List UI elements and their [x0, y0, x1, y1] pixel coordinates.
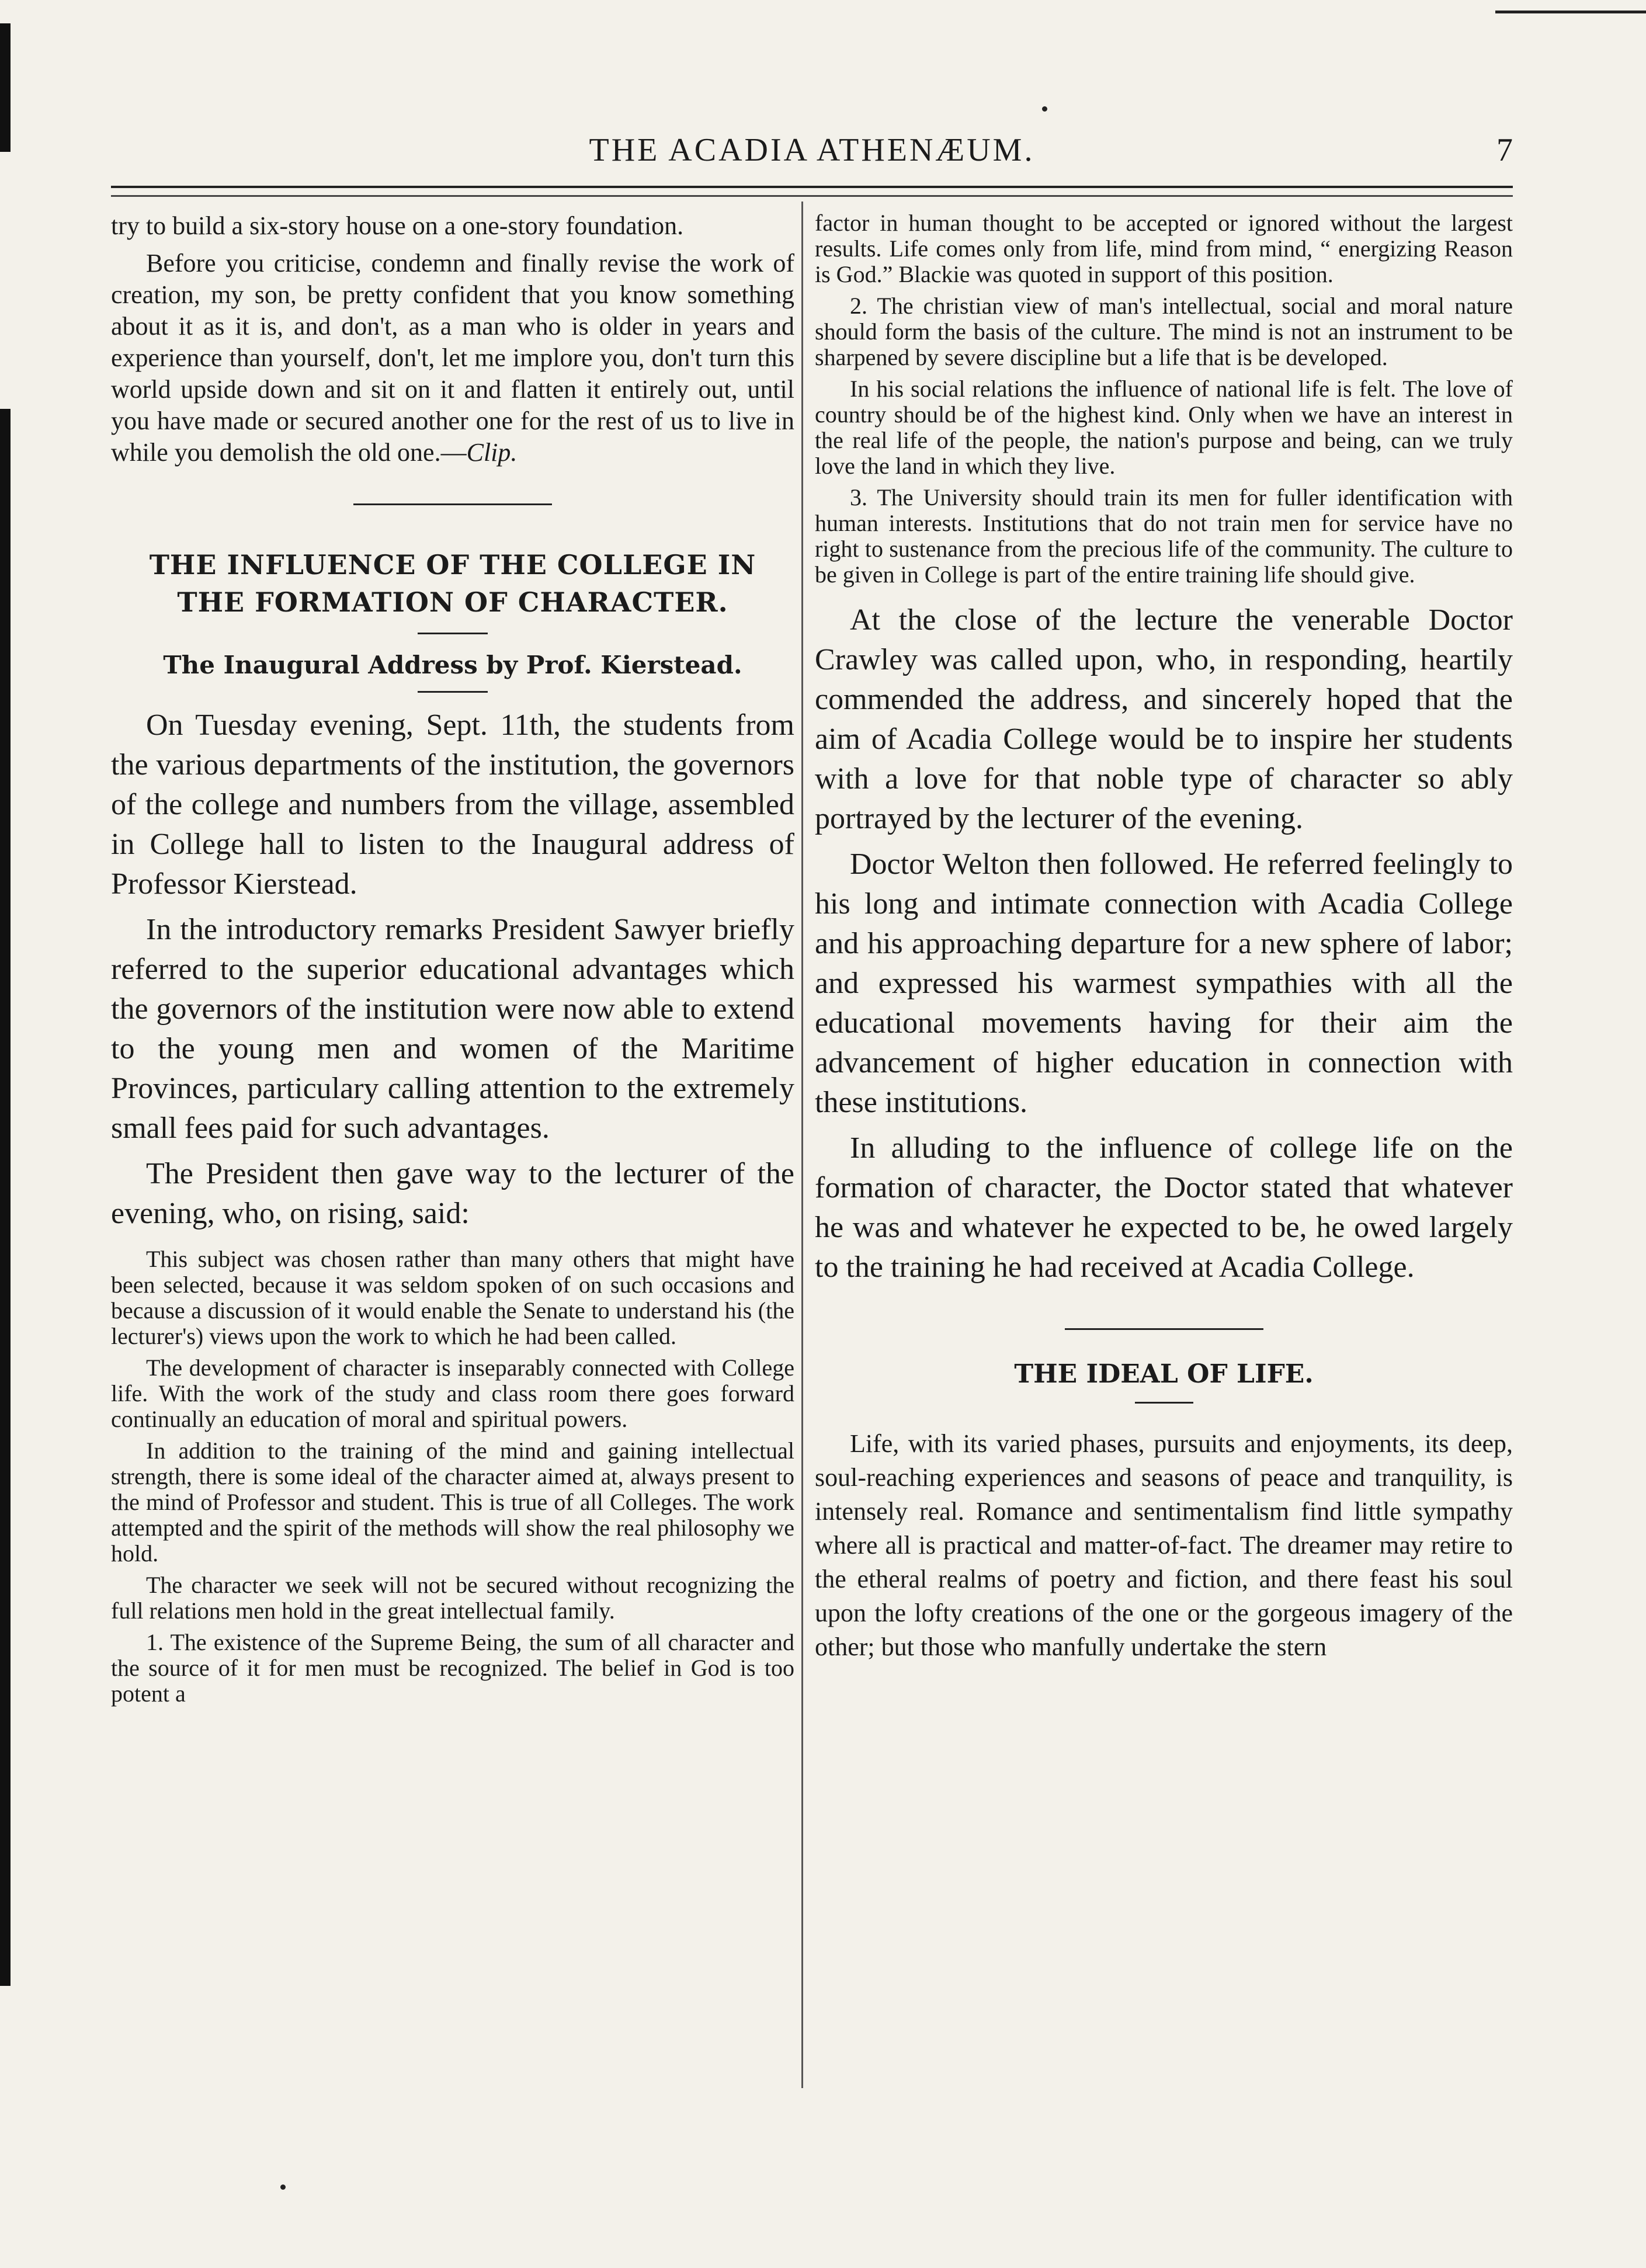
binding-mark [0, 409, 11, 1986]
header-rule [111, 186, 1513, 188]
paragraph: The President then gave way to the lecturer of the evening, who, on rising, said: [111, 1157, 794, 1230]
paragraph-text: Before you criticise, condemn and finally revise the work of creation, my son, be pretty confident that you know something about it as it is, and don't, as a man who is older in years and experience than yourself, don't, let me implore you, don't turn this world upside down and sit on it and flatten it entirely out, until you have made or secured another one for the rest of us to live in while you demolish the old one.— [111, 249, 794, 467]
section-divider [1065, 1328, 1263, 1330]
heading-rule [418, 633, 488, 634]
paragraph: On Tuesday evening, Sept. 11th, the students from the various departments of the institution, the governors of the college and numbers from the village, assembled in College hall to listen to the Inaugural address of Professor Kierstead. [111, 708, 794, 901]
ink-speck [1042, 106, 1047, 112]
clip-signature: Clip. [466, 438, 518, 467]
paragraph: factor in human thought to be accepted or ignored without the largest results. Life comes only from life, mind from mind, “ energizing Reason is God.” Blackie was quoted in support of this position. [815, 210, 1513, 287]
header-rule-secondary [111, 195, 1513, 197]
article-heading: THE INFLUENCE OF THE COLLEGE IN THE FORMATION OF CHARACTER. [149, 549, 756, 618]
corner-rule [1495, 11, 1646, 13]
heading-rule [418, 691, 488, 693]
section-divider [353, 503, 552, 505]
publication-title: THE ACADIA ATHENÆUM. [589, 132, 1035, 168]
paragraph: 1. The existence of the Supreme Being, the sum of all character and the source of it for men must be recognized. The belief in God is too potent a [111, 1629, 794, 1707]
paragraph: 2. The christian view of man's intellectual, social and moral nature should form the basis of the culture. The mind is not an instrument to be sharpened by severe discipline but a life that is be developed. [815, 293, 1513, 370]
paragraph: try to build a six-story house on a one-story foundation. [111, 211, 684, 240]
paragraph [111, 248, 794, 468]
paragraph: The character we seek will not be secured without recognizing the full relations men hold in the great intellectual family. [111, 1572, 794, 1624]
ink-speck [280, 2184, 286, 2190]
page-header [111, 131, 1513, 184]
paragraph: Life, with its varied phases, pursuits and enjoyments, its deep, soul-reaching experiences and seasons of peace and tranquility, is intensely real. Romance and sentimentalism find little sympathy where all is practical and matter-of-fact. The dreamer may retire to the etheral realms of poetry and fiction, and there feast his soul upon the lofty creations of the one or the gorgeous imagery of the other; but those who manfully undertake the stern [815, 1429, 1513, 1661]
page-number: 7 [1496, 132, 1513, 168]
left-column [111, 210, 794, 1707]
paragraph: In addition to the training of the mind and gaining intellectual strength, there is some ideal of the character aimed at, always present to the mind of Professor and student. This is true of all Colleges. The work attempted and the spirit of the methods will show the real philosophy we hold. [111, 1437, 794, 1567]
binding-mark [0, 23, 11, 152]
paragraph: Doctor Welton then followed. He referred feelingly to his long and intimate connection with Acadia College and his approaching departure for a new sphere of labor; and expressed his warmest sympathies with all the educational movements having for their aim the advancement of higher education in connection with these institutions. [815, 848, 1513, 1119]
article-subheading: The Inaugural Address by Prof. Kierstead. [163, 651, 742, 679]
paragraph: The development of character is inseparably connected with College life. With the work of the study and class room there goes forward continually an education of moral and spiritual powers. [111, 1354, 794, 1432]
paragraph: In the introductory remarks President Sawyer briefly referred to the superior educational advantages which the governors of the institution were now able to extend to the young men and women of the Maritime Provinces, particulary calling attention to the extremely small fees paid for such advantages. [111, 913, 794, 1145]
article-heading: THE IDEAL OF LIFE. [1014, 1359, 1314, 1389]
paragraph: 3. The University should train its men for fuller identification with human interests. Institutions that do not train men for service have no right to sustenance from the precious life of the community. The culture to be given in College is part of the entire training life should give. [815, 484, 1513, 588]
column-divider [801, 202, 803, 2088]
paragraph: In his social relations the influence of national life is felt. The love of country should be of the highest kind. Only when we have an interest in the real life of the people, the nation's purpose and being, can we truly love the land in which they live. [815, 376, 1513, 479]
heading-rule [1135, 1402, 1193, 1404]
paragraph: In alluding to the influence of college life on the formation of character, the Doctor stated that whatever he was and whatever he expected to be, he owed largely to the training he had received at Acadia College. [815, 1131, 1513, 1284]
paragraph: This subject was chosen rather than many others that might have been selected, because it was seldom spoken of on such occasions and because a discussion of it would enable the Senate to understand his (the lecturer's) views upon the work to which he had been called. [111, 1246, 794, 1349]
right-column [815, 210, 1513, 1664]
paragraph: At the close of the lecture the venerable Doctor Crawley was called upon, who, in responding, heartily commended the address, and sincerely hoped that the aim of Acadia College would be to inspire her students with a love for that noble type of character so ably portrayed by the lecturer of the evening. [815, 603, 1513, 835]
